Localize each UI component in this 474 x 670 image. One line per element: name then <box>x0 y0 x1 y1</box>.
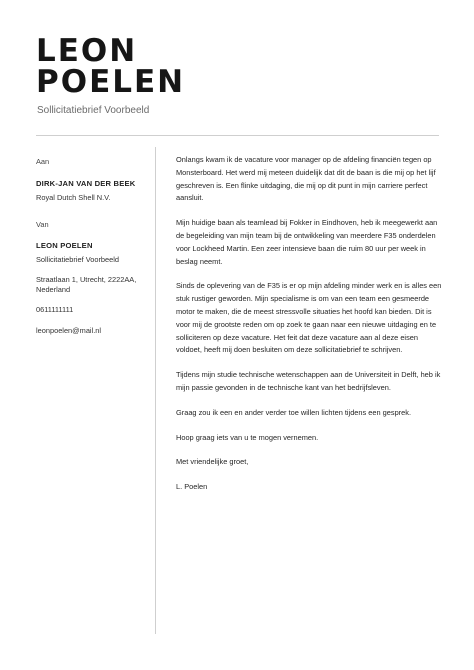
paragraph-intro: Onlangs kwam ik de vacature voor manager op de afdeling financiën tegen op Monsterboard. Het werd mij meteen duidelijk dat dit de baan is die mij op het lijf geschreven is. Een flinke uitdaging, die mij op dit punt in mijn carriere perfect aansluit. <box>176 155 436 203</box>
paragraph-closing: Hoop graag iets van u te mogen vernemen. <box>176 432 319 442</box>
paragraph-current-job: Mijn huidige baan als teamlead bij Fokker in Eindhoven, heb ik meegewerkt aan de begeleiding van mijn team bij de ontwikkeling van meerdere F35 onderdelen voor Lockheed Martin. Een zeer intensieve baan die ruim 80 uur per week in beslag neemt. <box>176 218 438 266</box>
header-divider <box>36 135 439 136</box>
from-label: Van <box>36 220 49 229</box>
applicant-name <box>36 33 186 100</box>
document-subtitle: Sollicitatiebrief Voorbeeld <box>37 105 150 116</box>
letter-body <box>176 154 444 494</box>
recipient-name: DIRK-JAN VAN DER BEEK <box>36 179 136 188</box>
column-divider <box>155 147 156 634</box>
contact-sidebar <box>36 157 148 336</box>
last-name: POELEN <box>36 64 186 100</box>
phone-number: 0611111111 <box>36 305 74 314</box>
paragraph-motivation: Sinds de oplevering van de F35 is er op mijn afdeling minder werk en is alles een stuk rustiger geworden. Mijn specialisme is om van een team een gesmeerde motor te maken, die de meest stressvolle situaties het hoofd kan bieden. Dit is voor mij de grootste reden om op zoek te gaan naar een nieuwe uitdaging en te solliciteren op deze vacature. Het feit dat deze vacature aan al deze eisen voldoet, heeft mij doen besluiten om deze sollicitatiebrief te schrijven. <box>176 281 442 355</box>
sender-role: Sollicitatiebrief Voorbeeld <box>36 255 119 264</box>
signature: L. Poelen <box>176 482 208 492</box>
first-name: LEON <box>36 33 138 69</box>
sender-name: LEON POELEN <box>36 241 93 250</box>
greeting: Met vriendelijke groet, <box>176 457 249 467</box>
email-address: leonpoelen@mail.nl <box>36 326 102 335</box>
paragraph-education: Tijdens mijn studie technische wetenschappen aan de Universiteit in Delft, heb ik mijn passie gevonden in de technische kant van het bedrijfsleven. <box>176 370 441 392</box>
address-line-1: Straatlaan 1, Utrecht, 2222AA, <box>36 275 137 284</box>
address-line-2: Nederland <box>36 285 71 294</box>
to-label: Aan <box>36 157 50 166</box>
recipient-company: Royal Dutch Shell N.V. <box>36 193 111 202</box>
paragraph-interview: Graag zou ik een en ander verder toe willen lichten tijdens een gesprek. <box>176 407 411 417</box>
